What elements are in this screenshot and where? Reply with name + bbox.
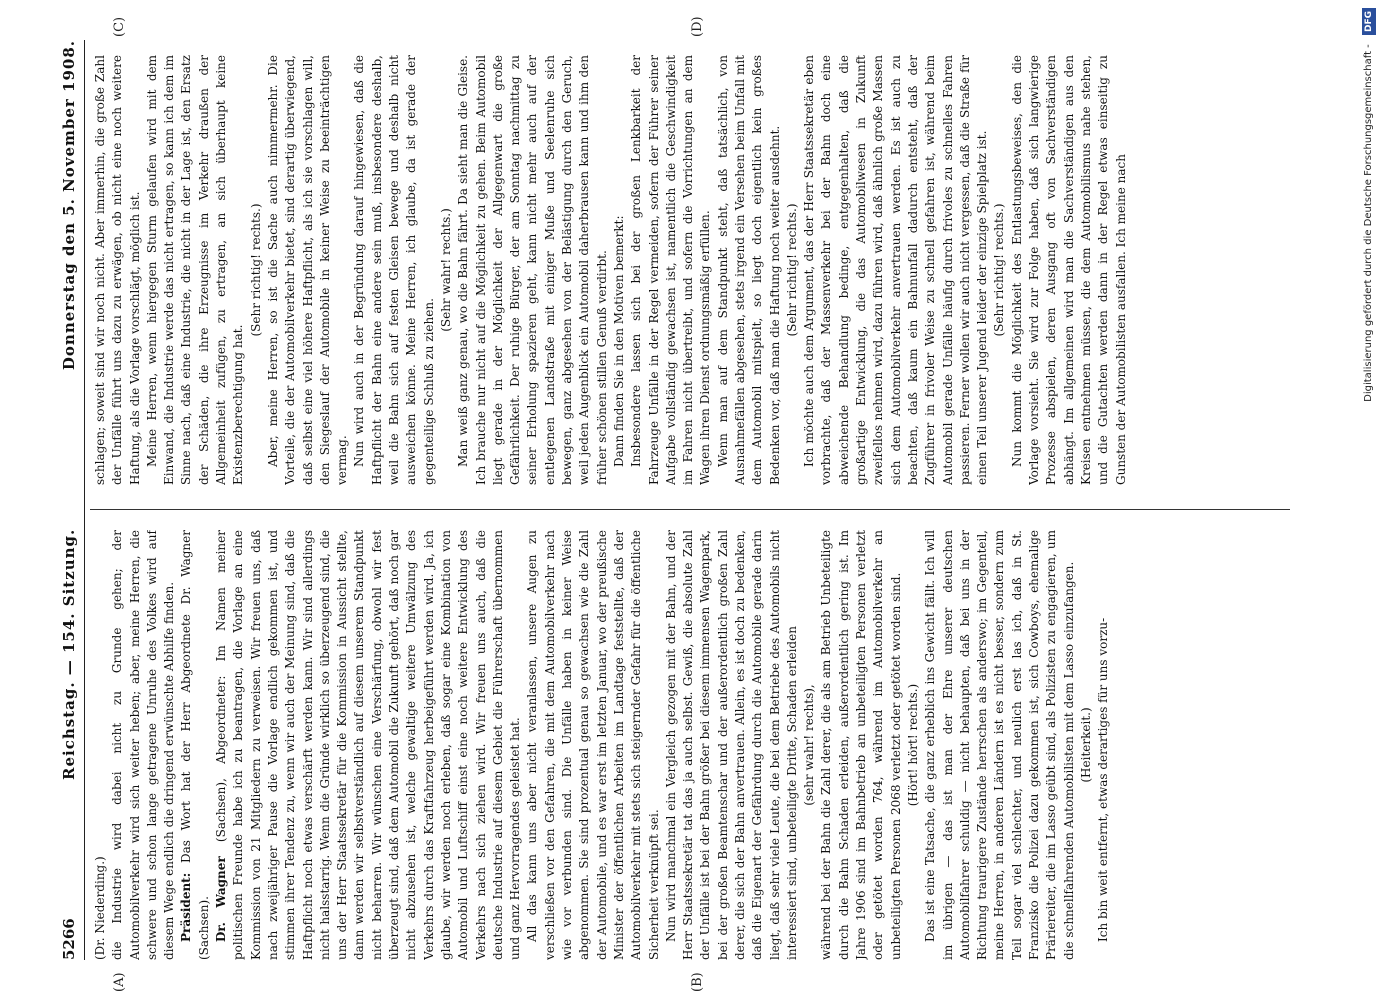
interjection: (Hört! hört! rechts.) <box>905 683 920 807</box>
digitization-note <box>1358 8 1380 992</box>
margin-marker-d: (D) <box>690 16 705 37</box>
column-divider <box>90 509 1290 510</box>
paragraph: Nun kommt die Möglichkeit des Entlastungsbeweises, den die Vorlage vorsieht. Sie wird zur Folge haben, daß sich langwierige Prozesse abspielen, deren Ausgang oft von Sachverständigen abhängt. Im allgemeinen wird man die Sachverständigen aus den Kreisen entnehmen müssen, die dem Automobilismus nahe stehen, und die Gutachten werden dann in der Regel etwas einseitig zu Gunsten der Automobilisten ausfallen. Ich meine nach <box>1009 55 1128 485</box>
speaker-label: Dr. Wagner <box>214 856 229 942</box>
paragraph: Dr. Wagner (Sachsen), Abgeordneter: Im Namen meiner politischen Freunde habe ich zu beantragen, die Vorlage an eine Kommission von 21 Mitgliedern zu verweisen. Wir freuen uns, daß nach zweijähriger Pause die Vorlage endlich gekommen ist, und stimmen ihrer Tendenz zu, wenn wir auch der Meinung sind, daß die Haftpflicht noch etwas verschärft werden kann. Wir sind allerdings nicht halsstarrig. Wenn die Gründe wirklich so überzeugend sind, die uns der Herr Staatssekretär für die Kommission in Aussicht stellte, dann werden wir selbstverständlich auf diesem unserem Standpunkt nicht beharren. Wir wünschen eine Verschärfung, obwohl wir fest überzeugt sind, daß dem Automobil die Zukunft gehört, daß noch gar nicht abzusehen ist, welche gewaltige weitere Umwälzung des Verkehrs durch das Kraftfahrzeug herbeigeführt werden wird. Ja, ich glaube, wir werden noch erleben, daß sogar eine Kombination von Automobil und Luftschiff einst eine noch weitere Entwicklung des Verkehrs nach sich ziehen wird. Wir freuen uns auch, daß die deutsche Industrie auf diesem Gebiet die Führerschaft übernommen und ganz Hervorragendes geleistet hat. <box>214 530 523 960</box>
margin-marker-a: (A) <box>112 972 127 992</box>
paragraph: Das ist eine Tatsache, die ganz erheblich ins Gewicht fällt. Ich will im übrigen — das ist man der Ehre unserer deutschen Automobilfahrer schuldig — nicht behaupten, daß bei uns in der Richtung traurigere Zustände herrschen als anderswo; im Gegenteil, meine Herren, in anderen Ländern ist es nicht besser, sondern zum Teil sogar viel schlechter, und neulich erst las ich, daß in St. Franzisko die Polizei dazu gekommen ist, sich Cowboys, ehemalige Präriereiter, die im Lasso geübt sind, als Polizisten zu engagieren, um die schnellfahrenden Automobilisten mit dem Lasso einzufangen. <box>923 530 1076 960</box>
paragraph: schlagen; soweit sind wir noch nicht. Aber immerhin, die große Zahl der Unfälle führt uns dazu zu erwägen, ob nicht eine noch weitere Haftung, als die Vorlage vorschlägt, möglich ist. <box>93 55 142 485</box>
paragraph: Aber, meine Herren, so ist die Sache auch nimmermehr. Die Vorteile, die der Automobilverkehr bietet, sind derartig überwiegend, daß selbst eine viel höhere Haftpflicht, als ich sie vorschlagen will, den Siegeslauf der Automobile in keiner Weise zu beeinträchtigen vermag. <box>265 55 350 485</box>
quotation: Insbesondere lassen sich bei der großen Lenkbarkeit der Fahrzeuge Unfälle in der Regel vermeiden, sofern der Führer seiner Aufgabe vollständig gewachsen ist, namentlich die Geschwindigkeit im Fahren nicht übertreibt, und sofern die Vorrichtungen an dem Wagen ihren Dienst ordnungsmäßig erfüllen. <box>629 55 713 485</box>
paragraph: während bei der Bahn die Zahl derer, die als am Betrieb Unbeteiligte durch die Bahn Schaden erleiden, außerordentlich gering ist. Im Jahre 1906 sind im Bahnbetrieb an unbeteiligten Personen verletzt oder getötet worden 764, während im Automobilverkehr an unbeteiligten Personen 2068 verletzt oder getötet worden sind. <box>819 530 903 960</box>
session-title: Reichstag. — 154. Sitzung. <box>60 528 78 780</box>
interjection: (Heiterkeit.) <box>1078 707 1093 783</box>
interjection: (Sehr richtig! rechts.) <box>784 203 799 337</box>
speaker-label: Präsident: <box>179 872 194 942</box>
margin-marker-b: (B) <box>690 972 705 992</box>
paragraph: Meine Herren, wenn hiergegen Sturm gelaufen wird mit dem Einwand, die Industrie werde das nicht ertragen, so kann ich dem im Sinne nach, daß eine Industrie, die nicht in der Lage ist, den Ersatz der Schäden, die ihre Erzeugnisse im Verkehr draußen der Allgemeinheit zufügen, zu ertragen, an sich überhaupt keine Existenzberechtigung hat. <box>144 55 246 485</box>
paragraph: Nun wird manchmal ein Vergleich gezogen mit der Bahn, und der Herr Staatssekretär tat das ja auch selbst. Gewiß, die absolute Zahl der Unfälle ist bei der Bahn größer bei diesem immensen Wagenpark, bei der großen Beamtenschar und der außerordentlich großen Zahl derer, die sich der Bahn anvertrauen. Allein, es ist doch zu bedenken, daß die Eigenart der Gefährdung durch die Automobile gerade darin liegt, daß sehr viele Leute, die bei dem Betriebe des Automobils nicht interessiert sind, unbeteiligte Dritte, Schaden erleiden <box>663 530 799 960</box>
speaker-reference: (Dr. Niederding.) <box>93 856 107 960</box>
rotated-page <box>50 0 1350 1000</box>
page-header <box>58 40 85 960</box>
dfg-logo: DFG <box>1362 8 1376 35</box>
interjection: (Sehr richtig! rechts.) <box>992 203 1007 337</box>
paragraph: die Industrie wird dabei nicht zu Grunde gehen; der Automobilverkehr wird sich weiter heben; aber, meine Herren, die schwere und schon lange getragene Unruhe des Volkes wird auf diesem Wege endlich die dringend erwünschte Abhilfe finden. <box>110 530 177 960</box>
page-number: 5266 <box>60 918 78 960</box>
paragraph: Dann finden Sie in den Motiven bemerkt: <box>611 215 626 467</box>
funding-note: Digitalisierung gefördert durch die Deutsche Forschungsgemeinschaft - <box>1363 44 1374 402</box>
left-column <box>92 530 1322 960</box>
paragraph: Ich möchte auch dem Argument, das der Herr Staatssekretär eben vorbrachte, daß der Massenverkehr bei der Bahn doch eine abweichende Behandlung bedinge, entgegenhalten, daß die großartige Entwicklung, die das Automobilwesen in Zukunft zweifellos nehmen wird, dazu führen wird, daß ähnlich große Massen sich dem Automobilverkehr anvertrauen werden. Es ist auch zu beachten, daß kaum ein Bahnunfall dadurch entsteht, daß der Zugführer in frivoler Weise zu schnell gefahren ist, während beim Automobil gerade Unfälle häufig durch frivoles zu schnelles Fahren passieren. Ferner wollen wir auch nicht vergessen, daß die Straße für einen Teil unserer Jugend leider der einzige Spielplatz ist. <box>802 55 990 485</box>
right-column <box>92 55 1322 485</box>
margin-marker-c: (C) <box>112 16 127 37</box>
paragraph: Man weiß ganz genau, wo die Bahn fährt. Da sieht man die Gleise. Ich brauche nur nicht auf die Möglichkeit zu gehen. Beim Automobil liegt gerade in der Möglichkeit der Allgegenwart die große Gefährlichkeit. Der ruhige Bürger, der am Sonntag nachmittag zu seiner Erholung spazieren geht, kann nicht mehr auch auf der entlegenen Landstraße mit einiger Muße und Seelenruhe sich bewegen, ganz abgesehen von der Belästigung durch den Geruch, weil jeden Augenblick ein Automobil daherbrausen kann und ihm den früher schönen stillen Genuß verdirbt. <box>456 55 609 485</box>
interjection: (Sehr wahr! rechts.) <box>438 208 453 332</box>
paragraph: Nun wird auch in der Begründung darauf hingewiesen, daß die Haftpflicht der Bahn eine andere sein muß, insbesondere deshalb, weil die Bahn sich auf festen Gleisen bewege und deshalb nicht ausweichen könne. Meine Herren, ich glaube, da ist gerade der gegenteilige Schluß zu ziehen. <box>352 55 436 485</box>
paragraph: Ich bin weit entfernt, etwas derartiges für uns vorzu- <box>1096 617 1111 942</box>
session-date: Donnerstag den 5. November 1908. <box>60 40 78 371</box>
interjection: (sehr wahr! rechts), <box>802 684 817 806</box>
interjection: (Sehr richtig! rechts.) <box>248 203 263 337</box>
paragraph: Wenn man auf dem Standpunkt steht, daß tatsächlich, von Ausnahmefällen abgesehen, stets irgend ein Versehen beim Unfall mit dem Automobil mitspielt, so liegt doch eigentlich kein großes Bedenken vor, daß man die Haftung noch weiter ausdehnt. <box>715 55 782 485</box>
paragraph: Präsident: Das Wort hat der Herr Abgeordnete Dr. Wagner (Sachsen). <box>179 530 211 960</box>
paragraph: All das kann uns aber nicht veranlassen, unsere Augen zu verschließen vor den Gefahren, die mit dem Automobilverkehr nach wie vor verbunden sind. Die Unfälle haben in keiner Weise abgenommen. Sie sind prozentual genau so gewachsen wie die Zahl der Automobile, und es war erst im letzten Januar, wo der preußische Minister der öffentlichen Arbeiten im Landtage feststellte, daß der Automobilverkehr mit stets sich steigernder Gefahr für die öffentliche Sicherheit verknüpft sei. <box>525 530 661 960</box>
